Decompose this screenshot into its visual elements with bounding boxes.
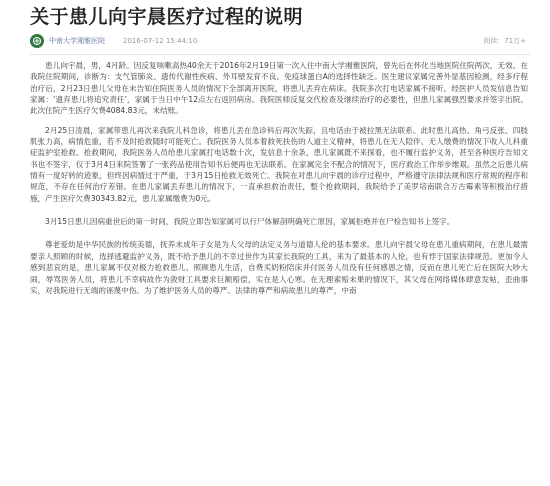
account-name-link[interactable]: 中南大学湘雅医院	[49, 37, 105, 45]
article-meta	[30, 32, 530, 50]
publish-date: 2016-07-12 15:44:10	[123, 37, 198, 45]
page-title: 关于患儿向宇晨医疗过程的说明	[30, 6, 304, 28]
paragraph-4: 尊老爱幼是中华民族的传统美德，抚养未成年子女是为人父母的法定义务与道德人伦的基本要求。患儿向宇晨父母在患儿重病期间，在患儿最需要亲人照顾的时候，选择逃避监护义务，既不给予患儿的不幸过世作为其家长我院的工具，来为了最基本的人伦，也有悖于国家法律规范。更加令人感到悲哀的是，患儿家属不仅对极力抢救患儿、照顾患儿生活，自费买奶粉陪床并付医务人员没有任何感恩之情，反而在患儿死亡后在医院大吵大闹，辱骂医务人员，将患儿不幸病故作为敛财工具要求巨额赔偿，实在是人心寒。在无理索赔未果的情况下，其父母在网络媒体肆意发帖，歪曲事实，对我院进行无端的诬蔑中伤。为了维护医务人员的尊严、法律的尊严和病故患儿的尊严，中南	[30, 240, 528, 295]
hospital-logo-icon	[30, 34, 44, 48]
article-body	[30, 60, 528, 304]
read-count: 阅读：71万+	[483, 37, 526, 45]
divider	[30, 54, 530, 55]
paragraph-1: 患儿向宇晨，男，4月龄。因反复咳嗽高热40余天于2016年2月19日第一次入住中南大学湘雅医院，曾先后在怀化当地医院住院两次，无效。在我院住院期间，诊断为：支气管肺炎、遗传代谢性疾病、外耳壁发育不良、免疫球蛋白A的选择性缺乏。医生建议家属完善外显基因检测，经多疗程治疗后，2月23日患儿父母在未告知住院医务人员的情况下全部离开医院，将患儿丢弃在病床。我院多次打电话家属不接听，经医护人员发信息告知家属：‘遗弃患儿将追究责任’，家属于当日中午12点左右返回病房。我院医师反复交代检查及继续治疗的必要性，但患儿家属强烈要求并签字出院。此次住院产生医疗欠费4084.83元，未结账。	[30, 61, 528, 116]
paragraph-3: 3月15日患儿因病重世后的第一时间，我院立即告知家属可以行尸体解剖明确死亡原因，家属拒绝并在尸检告知书上签字。	[45, 217, 455, 227]
paragraph-2: 2月25日凌晨，家属带患儿再次来我院儿科急诊，将患儿丢在急诊科后再次失踪，且电话由于被拉黑无法联系。此时患儿高热、角弓反张、四肢肌张力高，病情危重，若不及时抢救随时可能死亡。我院医务人员本着救死扶伤的人道主义精神，将患儿在无人陪伴、无人缴费的情况下收入儿科重症监护室抢救。抢救期间，我院医务人员给患儿家属打电话数十次，发信息十余条，患儿家属既不来探看，也不履行监护义务，甚至各种医疗告知文书也不签字，仅于3月4日来院签署了一张药品使用告知书后便再也无法联系。在家属完全不配合的情况下，医疗救治工作举步维艰。虽然之后患儿病情有一度好转的迹象，但终因病情过于严重，于3月15日抢救无效死亡。我院在对患儿向宇晨的诊疗过程中，严格遵守法律法规和医疗常规的程序和规范，不存在任何治疗差错。在患儿家属丢弃患儿的情况下，一直承担救治责任，整个抢救期间，我院给予了美罗培南联合万古霉素等积极治疗措施，产生医疗欠费30343.82元，患儿家属缴费为0元。	[30, 125, 528, 203]
